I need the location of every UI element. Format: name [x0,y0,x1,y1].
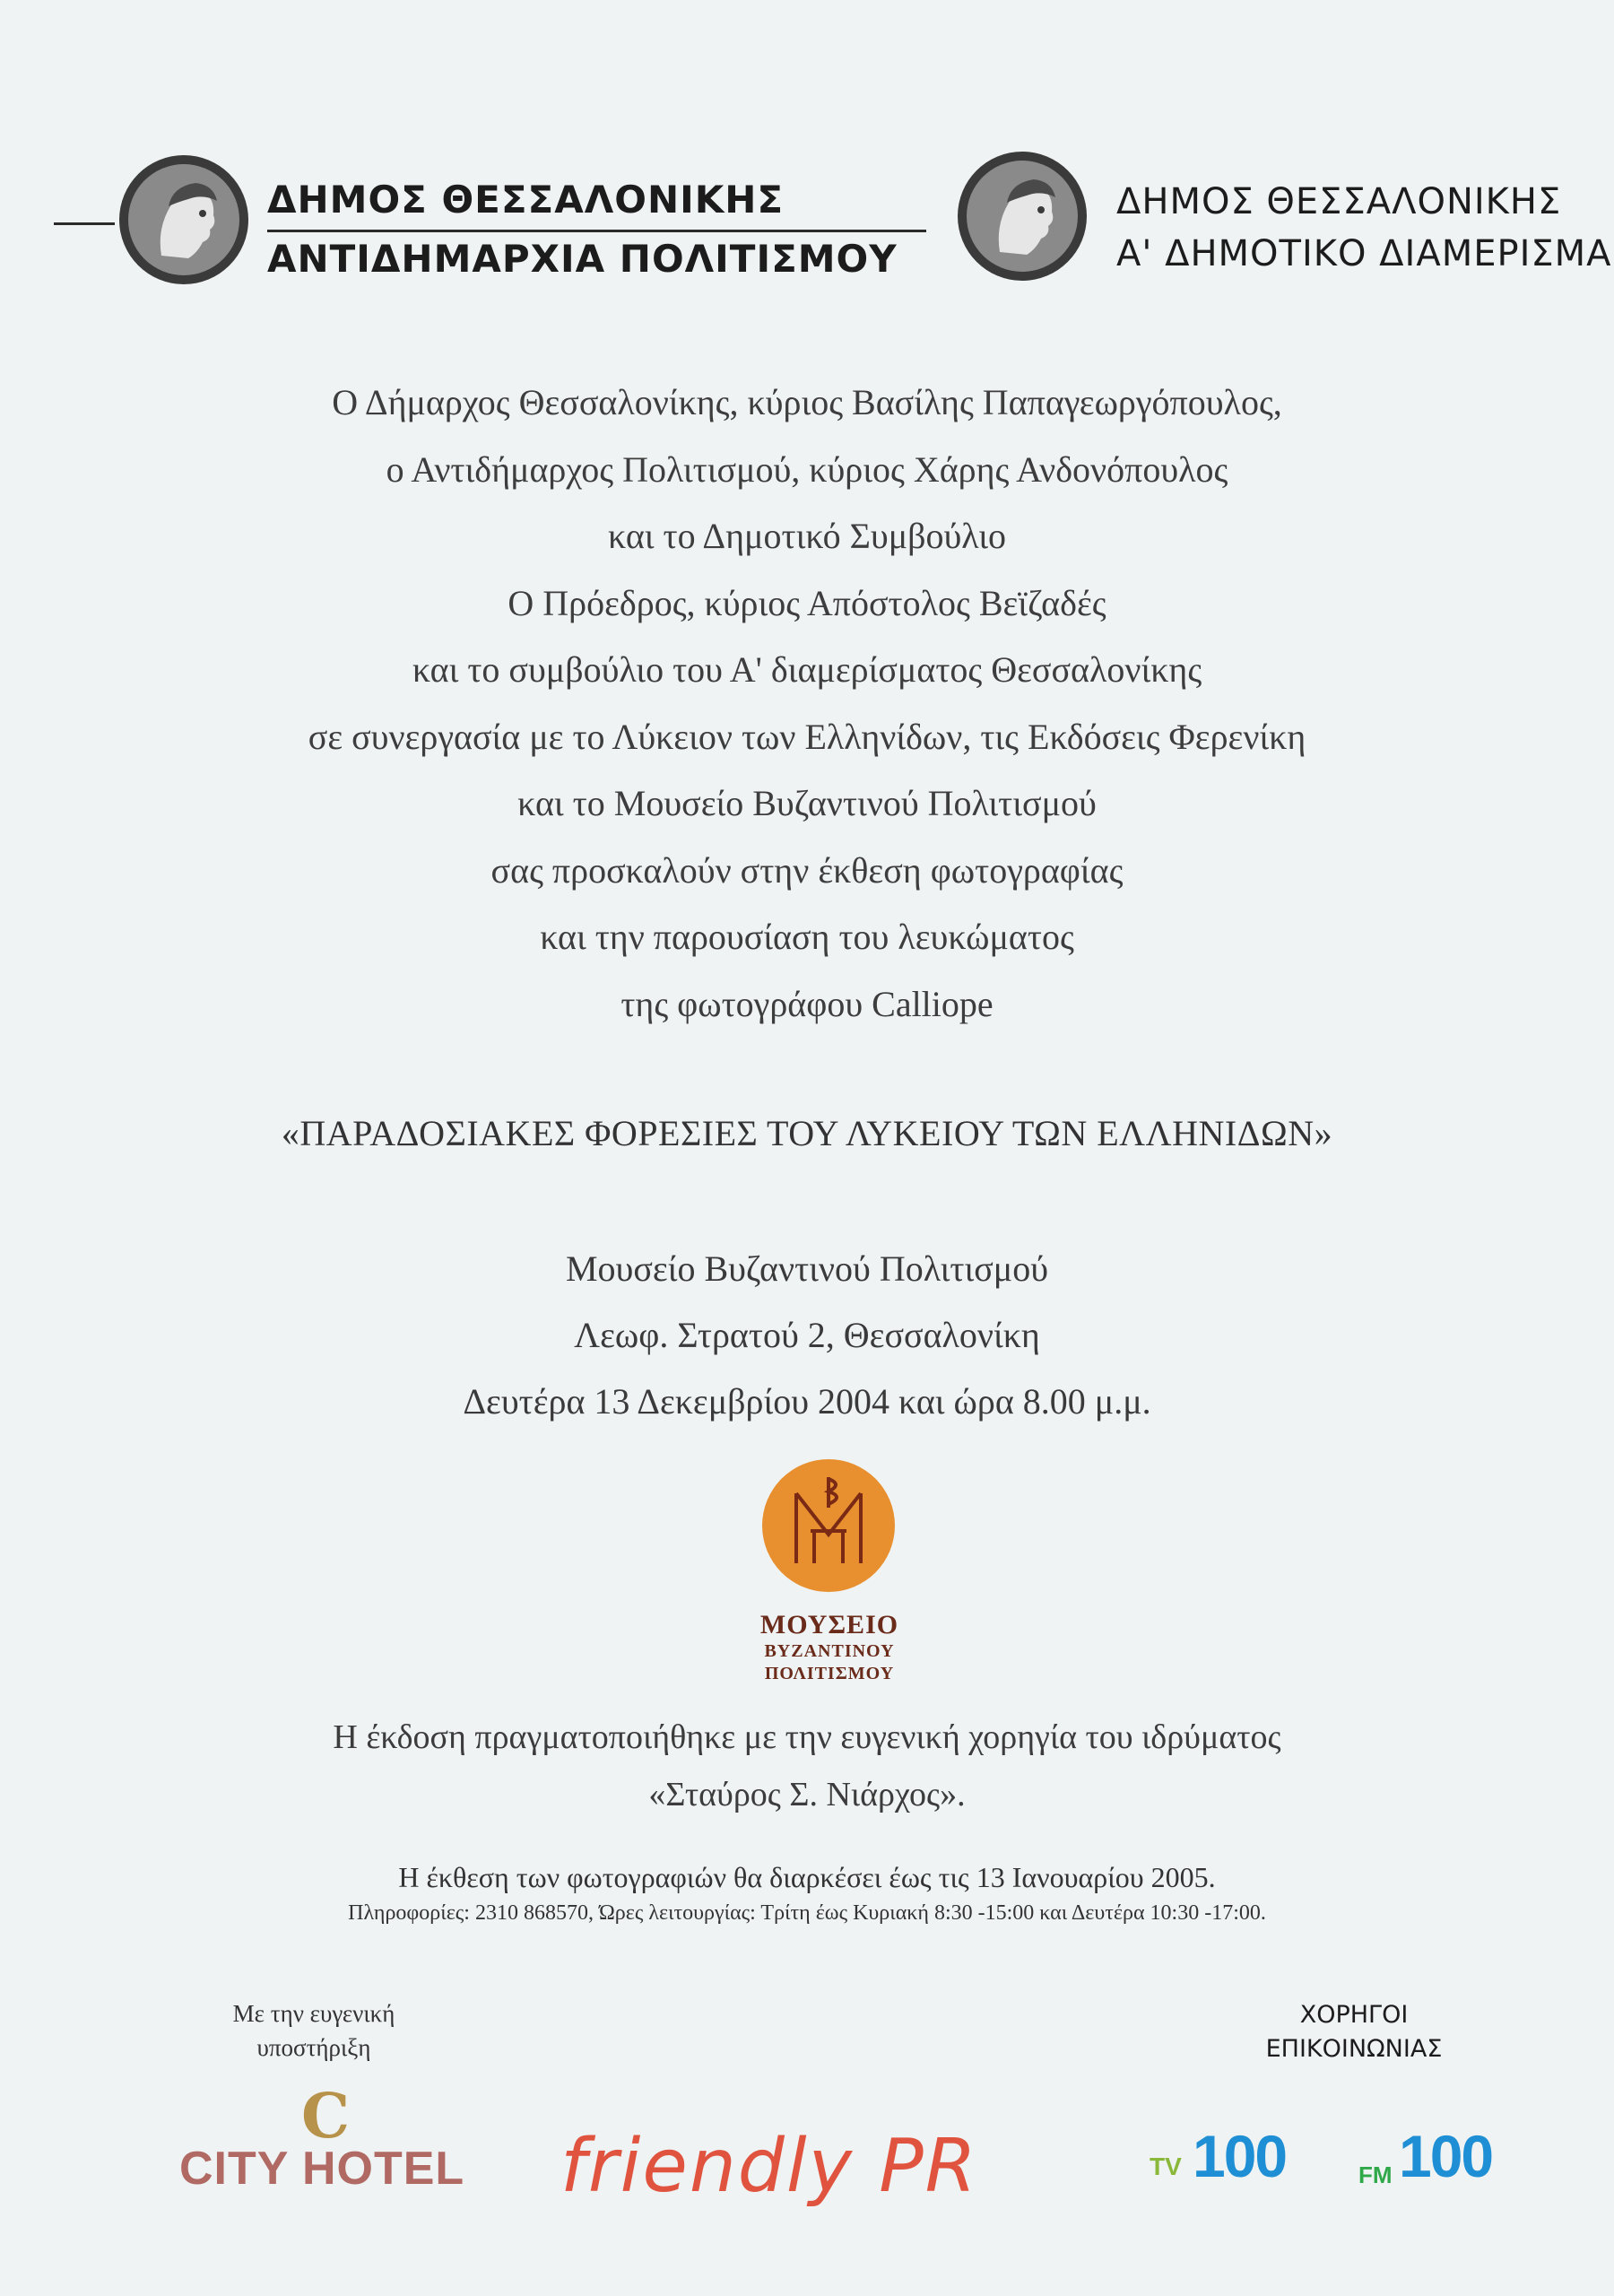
venue-address: Λεωφ. Στρατού 2, Θεσσαλονίκη [574,1315,1040,1355]
media-label-line2: ΕΠΙΚΟΙΝΩΝΙΑΣ [1265,2035,1443,2063]
duration-text: Η έκθεση των φωτογραφιών θα διαρκέσει έως τις 13 Ιανουαρίου 2005. [398,1861,1216,1893]
support-label-line1: Με την ευγενική [232,2000,395,2027]
sponsorship-line2: «Σταύρος Σ. Νιάρχος». [648,1776,966,1813]
venue-name: Μουσείο Βυζαντινού Πολιτισμού [565,1248,1049,1289]
invitation-line: σας προσκαλούν στην έκθεση φωτογραφίας [490,849,1124,891]
header-left-subtitle: ΑΝΤΙΔΗΜΑΡΧΙΑ ΠΟΛΙΤΙΣΜΟΥ [267,237,898,281]
friendly-pr-logo: friendly PR [560,2124,978,2209]
invitation-line: και την παρουσίαση του λευκώματος [540,917,1074,957]
exhibition-title: «ΠΑΡΑΔΟΣΙΑΚΕΣ ΦΟΡΕΣΙΕΣ ΤΟΥ ΛΥΚΕΙΟΥ ΤΩΝ ΕΛΛΗΝΙΔΩΝ» [281,1113,1333,1153]
header-right-subtitle: Α' ΔΗΜΟΤΙΚΟ ΔΙΑΜΕΡΙΣΜΑ [1116,233,1612,274]
fm100-logo: 100 [1399,2123,1493,2189]
invitation-line: της φωτογράφου Calliope [620,983,994,1024]
tv100-prefix: TV [1150,2152,1182,2180]
tv100-logo: 100 [1193,2123,1287,2189]
museum-name-line1: ΜΟΥΣΕΙΟ [759,1610,899,1639]
museum-name-line2: ΒΥΖΑΝΤΙΝΟΥ [764,1641,895,1661]
support-label [179,1996,448,2065]
invitation-line: σε συνεργασία με το Λύκειον των Ελληνίδων, τις Εκδόσεις Φερενίκη [308,716,1306,757]
venue-datetime: Δευτέρα 13 Δεκεμβρίου 2004 και ώρα 8.00 μ.μ. [463,1381,1151,1422]
info-text: Πληροφορίες: 2310 868570, Ώρες λειτουργίας: Τρίτη έως Κυριακή 8:30 -15:00 και Δευτέρα 10:30 -17:00. [348,1901,1266,1925]
coin-head-icon [955,149,1089,283]
header-left-title: ΔΗΜΟΣ ΘΕΣΣΑΛΟΝΙΚΗΣ [267,178,785,222]
invitation-line: Ο Πρόεδρος, κύριος Απόστολος Βεϊζαδές [508,582,1106,623]
header-left-underline [267,230,926,232]
museum-monogram-icon [760,1457,897,1594]
invitation-line: ο Αντιδήμαρχος Πολιτισμού, κύριος Χάρης Ανδονόπουλος [386,448,1228,490]
header-right [955,144,1612,296]
header-left-rule [54,222,115,225]
museum-name-line3: ΠΟΛΙΤΙΣΜΟΥ [764,1664,895,1683]
header-left [54,144,933,296]
invitation-line: και το συμβούλιο του Α' διαμερίσματος Θεσσαλονίκης [412,649,1202,690]
invitation-text [0,370,1614,1038]
invitation-line: και το Δημοτικό Συμβούλιο [608,516,1006,556]
city-hotel-mark: C [301,2081,351,2152]
venue-block [0,1236,1614,1435]
sponsorship-text [0,1709,1614,1823]
invitation-line: και το Μουσείο Βυζαντινού Πολιτισμού [517,783,1097,823]
header-right-title: ΔΗΜΟΣ ΘΕΣΣΑΛΟΝΙΚΗΣ [1116,181,1562,222]
support-label-line2: υποστήριξη [256,2034,371,2061]
city-hotel-logo: CITY HOTEL [179,2143,465,2195]
fm100-prefix: FM [1358,2161,1393,2188]
media-label-line1: ΧΟΡΗΓΟΙ [1299,2001,1409,2029]
media-sponsors-label [1210,1998,1497,2066]
coin-head-icon [117,152,251,287]
sponsorship-line1: Η έκδοση πραγματοποιήθηκε με την ευγενική χορηγία του ιδρύματος [333,1718,1281,1756]
invitation-line: Ο Δήμαρχος Θεσσαλονίκης, κύριος Βασίλης Παπαγεωργόπουλος, [332,382,1282,422]
